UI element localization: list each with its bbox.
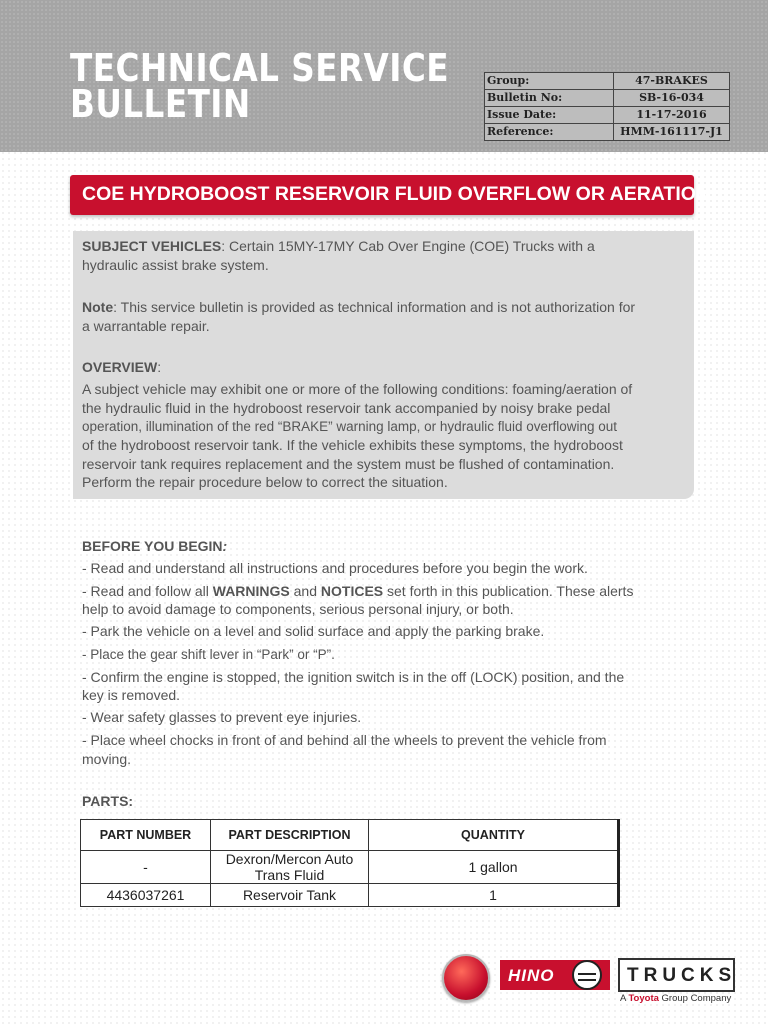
overview-line: the hydraulic fluid in the hydroboost reservoir tank accompanied by noisy brake pedal bbox=[82, 400, 611, 416]
note-line-2: a warrantable repair. bbox=[82, 318, 210, 334]
column-header-part-number: PART NUMBER bbox=[81, 820, 211, 851]
trucks-logo bbox=[618, 958, 735, 992]
tech-assist-badge-icon bbox=[442, 954, 490, 1002]
info-key: Reference: bbox=[485, 124, 614, 141]
overview-heading bbox=[82, 358, 161, 377]
before-you-begin-label: BEFORE YOU BEGIN bbox=[82, 538, 223, 554]
hino-emblem-icon bbox=[572, 960, 602, 990]
subject-vehicles-text: : Certain 15MY-17MY Cab Over Engine (COE) Trucks with a bbox=[221, 238, 595, 254]
info-key: Issue Date: bbox=[485, 107, 614, 124]
instruction-item-continued: key is removed. bbox=[82, 687, 181, 703]
footer-logos bbox=[438, 952, 738, 1007]
part-description-cell: Reservoir Tank bbox=[211, 884, 369, 907]
column-header-part-description: PART DESCRIPTION bbox=[211, 820, 369, 851]
overview-line: operation, illumination of the red “BRAKE” warning lamp, or hydraulic fluid overflowing out bbox=[82, 419, 618, 434]
instruction-item-continued: help to avoid damage to components, serious personal injury, or both. bbox=[82, 601, 514, 617]
instruction-item: - Confirm the engine is stopped, the ignition switch is in the off (LOCK) position, and the bbox=[82, 669, 625, 685]
info-row-reference bbox=[485, 124, 730, 141]
overview-line: Perform the repair procedure below to correct the situation. bbox=[82, 474, 448, 490]
tagline-prefix: A bbox=[620, 993, 629, 1004]
instruction-text: - Read and follow all bbox=[82, 583, 213, 599]
subject-vehicles-label: SUBJECT VEHICLES bbox=[82, 238, 222, 254]
before-you-begin-colon: : bbox=[222, 538, 228, 554]
trucks-wordmark: TRUCKS bbox=[627, 965, 737, 986]
info-value: HMM-161117-J1 bbox=[614, 124, 730, 141]
instruction-item: - Wear safety glasses to prevent eye injuries. bbox=[82, 709, 362, 725]
instruction-text: set forth in this publication. These alerts bbox=[383, 583, 634, 599]
title-line-2: BULLETIN bbox=[70, 82, 251, 126]
info-key: Group: bbox=[485, 73, 614, 90]
subject-vehicles-line-2: hydraulic assist brake system. bbox=[82, 257, 269, 273]
bulletin-subject-banner bbox=[70, 175, 710, 215]
title-line-1: TECHNICAL SERVICE bbox=[70, 46, 450, 90]
part-description-cell bbox=[211, 851, 369, 884]
note-label: Note bbox=[82, 299, 114, 315]
parts-header-row bbox=[81, 820, 619, 851]
description-line: Dexron/Mercon Auto bbox=[225, 851, 354, 867]
before-you-begin-heading bbox=[82, 537, 227, 556]
info-row-issue-date bbox=[485, 107, 730, 124]
column-header-quantity: QUANTITY bbox=[369, 820, 619, 851]
note-text: : This service bulletin is provided as technical information and is not authorization for bbox=[113, 299, 636, 315]
info-row-group bbox=[485, 73, 730, 90]
bulletin-info-table bbox=[484, 72, 730, 141]
instruction-item: - Place wheel chocks in front of and behind all the wheels to prevent the vehicle from bbox=[82, 732, 607, 748]
note-line-1 bbox=[82, 298, 635, 317]
toyota-group-tagline bbox=[620, 993, 731, 1004]
parts-table bbox=[80, 819, 620, 907]
parts-heading: PARTS: bbox=[82, 793, 134, 809]
notices-emphasis: NOTICES bbox=[320, 583, 384, 599]
overview-colon: : bbox=[157, 359, 162, 375]
instruction-item: - Park the vehicle on a level and solid surface and apply the parking brake. bbox=[82, 623, 545, 639]
toyota-brand: Toyota bbox=[628, 993, 659, 1004]
part-number-cell: - bbox=[81, 851, 211, 884]
tagline-suffix: Group Company bbox=[658, 993, 732, 1004]
info-value: 47-BRAKES bbox=[614, 73, 730, 90]
info-key: Bulletin No: bbox=[485, 90, 614, 107]
overview-label: OVERVIEW bbox=[82, 359, 158, 375]
table-row bbox=[81, 884, 619, 907]
warnings-emphasis: WARNINGS bbox=[212, 583, 290, 599]
banner-title: COE HYDROBOOST RESERVOIR FLUID OVERFLOW OR AERATION bbox=[82, 183, 710, 205]
overview-line: reservoir tank requires replacement and the system must be flushed of contamination. bbox=[82, 456, 615, 472]
description-line: Trans Fluid bbox=[254, 867, 325, 883]
instruction-text: and bbox=[289, 583, 321, 599]
instruction-item bbox=[82, 582, 633, 601]
subject-vehicles-line-1 bbox=[82, 237, 595, 256]
overview-line: of the hydroboost reservoir tank. If the vehicle exhibits these symptoms, the hydroboost bbox=[82, 437, 623, 453]
info-value: SB-16-034 bbox=[614, 90, 730, 107]
part-number-cell: 4436037261 bbox=[81, 884, 211, 907]
instruction-item: - Place the gear shift lever in “Park” or “P”. bbox=[82, 647, 335, 662]
quantity-cell: 1 gallon bbox=[369, 851, 619, 884]
instruction-item-continued: moving. bbox=[82, 751, 132, 767]
hino-wordmark: HINO bbox=[508, 966, 555, 985]
table-row bbox=[81, 851, 619, 884]
quantity-cell: 1 bbox=[369, 884, 619, 907]
info-row-bulletin-no bbox=[485, 90, 730, 107]
info-value: 11-17-2016 bbox=[614, 107, 730, 124]
instruction-item: - Read and understand all instructions and procedures before you begin the work. bbox=[82, 560, 588, 576]
bulletin-title bbox=[70, 46, 450, 126]
overview-line: A subject vehicle may exhibit one or more of the following conditions: foaming/aeration of bbox=[82, 381, 633, 397]
